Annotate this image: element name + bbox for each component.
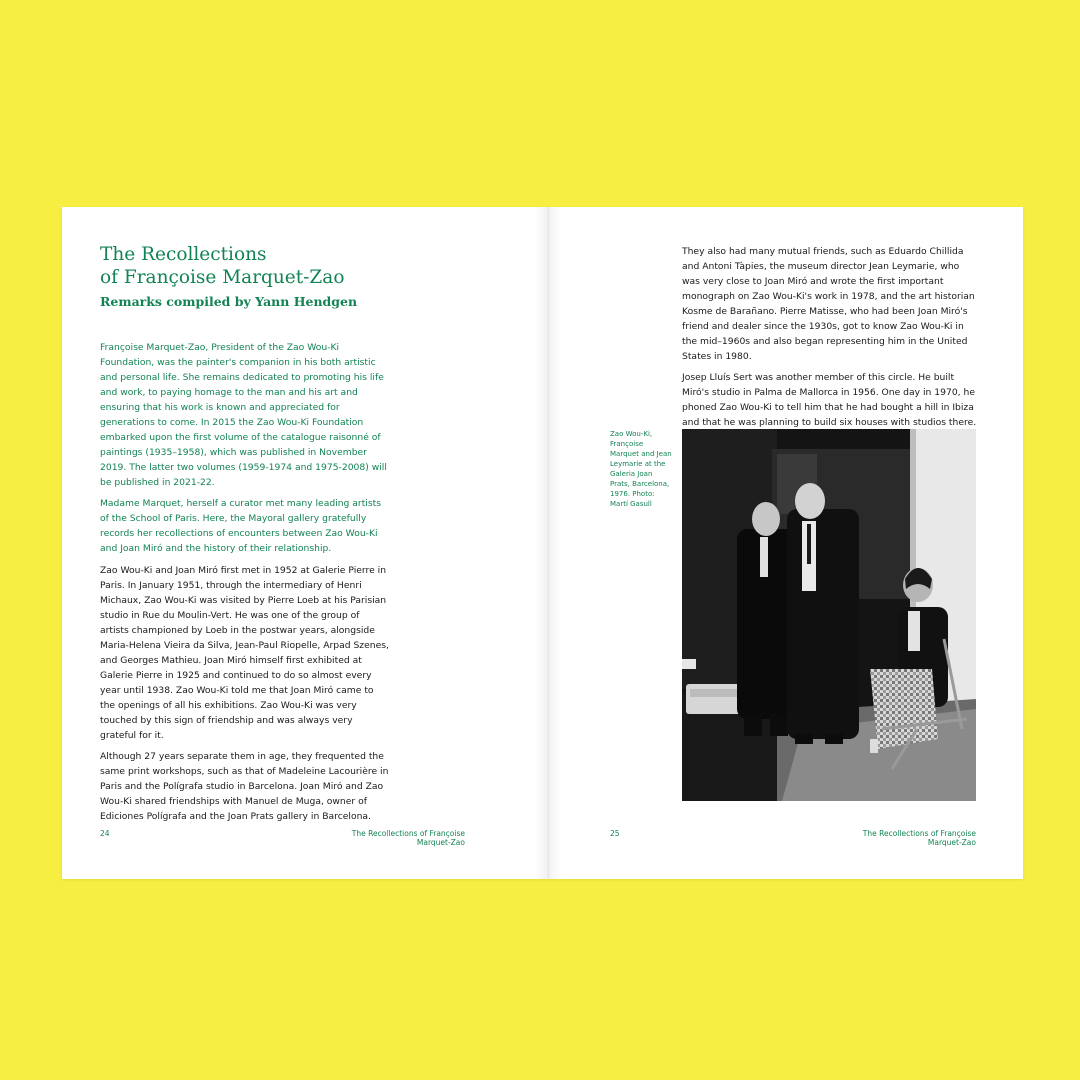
book-spread [62,207,1023,879]
title-line-2: of Françoise Marquet-Zao [100,267,345,288]
photo-caption: Zao Wou-Ki, Françoise Marquet and Jean Leymarie at the Galeria Joan Prats, Barcelona, 1976. Photo: Martí Gasull [610,430,672,508]
title-line-1: The Recollections [100,244,267,265]
gallery-photograph [682,429,976,801]
body-section-left [100,563,390,830]
intro-paragraph: Madame Marquet, herself a curator met many leading artists of the School of Paris. Here, the Mayoral gallery gratefully records her recollections of encounters between Zao Wou-Ki and Joan Miró and the history of their relationship. [100,498,382,554]
page-title [100,243,480,289]
body-section-right [682,244,980,436]
body-paragraph: Josep Lluís Sert was another member of this circle. He built Miró's studio in Palma de Mallorca in 1956. One day in 1970, he phoned Zao Wou-Ki to tell him that he had bought a hill in Ibiza and that he was planning to build six houses with studios there. [682,372,977,428]
book-gutter [534,207,562,879]
intro-section [100,340,390,562]
page-subtitle: Remarks compiled by Yann Hendgen [100,294,358,309]
body-paragraph: They also had many mutual friends, such as Eduardo Chillida and Antoni Tàpies, the museum director Jean Leymarie, who was very close to Joan Miró and wrote the first important monograph on Zao Wou-Ki's work in 1978, and the art historian Kosme de Barañano. Pierre Matisse, who had been Joan Miró's friend and dealer since the 1930s, got to know Zao Wou-Ki in the mid–1960s and also began representing him in the United States in 1980. [682,246,975,362]
page-number-right: 25 [610,829,620,838]
intro-paragraph: Françoise Marquet-Zao, President of the Zao Wou-Ki Foundation, was the painter's companion in his both artistic and personal life. She remains dedicated to promoting his life and work, to paying homage to the man and his art and ensuring that his work is known and appreciated for generations to come. In 2015 the Zao Wou-Ki Foundation embarked upon the first volume of the catalogue raisonné of paintings (1935–1958), which was published in November 2019. The latter two volumes (1959-1974 and 1975-2008) will be published in 2021-22. [100,342,387,488]
running-title-right: The Recollections of Françoise Marquet-Zao [862,829,976,847]
running-title-left: The Recollections of Françoise Marquet-Zao [351,829,465,847]
body-paragraph: Although 27 years separate them in age, they frequented the same print workshops, such as that of Madeleine Lacourière in Paris and the Polígrafa studio in Barcelona. Joan Miró and Zao Wou-Ki shared friendships with Manuel de Muga, owner of Ediciones Polígrafa and the Joan Prats gallery in Barcelona. [100,751,389,822]
body-paragraph: Zao Wou-Ki and Joan Miró first met in 1952 at Galerie Pierre in Paris. In January 1951, through the intermediary of Henri Michaux, Zao Wou-Ki was visited by Pierre Loeb at his Parisian studio in Rue du Moulin-Vert. He was one of the group of artists championed by Loeb in the postwar years, alongside Maria-Helena Vieira da Silva, Jean-Paul Riopelle, Arpad Szenes, and Georges Mathieu. Joan Miró himself first exhibited at Galerie Pierre in 1925 and continued to do so almost every year until 1938. Zao Wou-Ki told me that Joan Miró came to the openings of all his exhibitions. Zao Wou-Ki was very touched by this sign of friendship and was always very grateful for it. [100,565,389,741]
page-number-left: 24 [100,829,110,838]
photo-image [682,429,976,801]
